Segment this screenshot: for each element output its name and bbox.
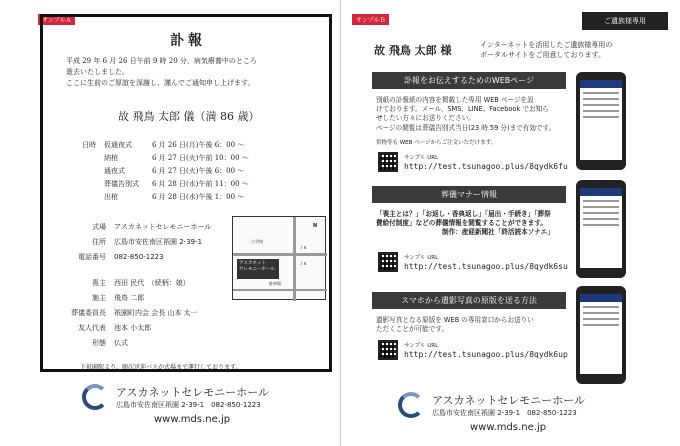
qr-code-icon xyxy=(378,340,398,360)
map-parking-label: 駐車場 xyxy=(269,281,281,286)
schedule-row: 葬儀告別式 6 月 28 日(水)午前 11：00 〜 xyxy=(104,180,249,188)
phone-preview-manners xyxy=(576,180,626,278)
staff-row: 施主 飛鳥 二郎 xyxy=(92,294,145,302)
url-label: サンプル URL xyxy=(404,343,439,349)
obituary-intro xyxy=(66,56,257,89)
staff-row: 喪主 西田 民代 （続柄：娘） xyxy=(92,279,190,287)
intro-line: 平成 29 年 6 月 26 日午前 9 時 20 分、病気療養中のところ xyxy=(66,57,257,65)
section-title-web: 訃報をお伝えするためのWEBページ xyxy=(372,72,566,89)
url-label: サンプル URL xyxy=(404,255,439,261)
staff-row: 形態 仏式 xyxy=(92,339,128,347)
schedule-row: 日時 仮通夜式 6 月 26 日(月)午後 6：00 〜 xyxy=(82,141,245,149)
staff-row: 葬儀委員長 祇園町内会 会長 山本 太一 xyxy=(71,309,198,317)
hall-logo-icon xyxy=(82,384,108,410)
page-divider xyxy=(340,0,341,446)
phone-preview-web xyxy=(576,72,626,170)
sample-url-link[interactable]: http://test.tsunagoo.plus/8qydk6su xyxy=(404,262,568,271)
schedule-row: 納棺 6 月 27 日(火)午前 10：00 〜 xyxy=(104,154,249,162)
map-road xyxy=(233,289,327,291)
map-signal-label: ＪＲ xyxy=(299,245,307,250)
qr-code-icon xyxy=(378,152,398,172)
portal-intro: インターネットを活用したご遺族様専用の ポータルサイトをご用意しております。 xyxy=(480,41,613,59)
deceased-name: 故 飛鳥 太郎 儀（満 86 歳） xyxy=(118,110,260,123)
map-signal-label: ＪＲ xyxy=(299,261,307,266)
sample-b-tag: サンプルＢ xyxy=(352,14,389,25)
section-body-web: 別紙の訃報紙の内容を掲載した専用 WEB ページを設 けております。メール、SMS、LINE、Facebook でお知ら せしたい方々にお送りください。 ページの閲覧は葬儀告別式当日(23 時 59 分)まで有効です。 xyxy=(376,96,556,132)
schedule-row: 出棺 6 月 28 日(水)午後 1：00 〜 xyxy=(104,193,245,201)
sample-a-tag: サンプルＡ xyxy=(38,14,75,25)
obituary-title: 訃報 xyxy=(170,33,206,49)
section-title-manners: 葬儀マナー情報 xyxy=(372,186,566,203)
hall-name: アスカネットセレモニーホール xyxy=(116,386,270,399)
section-title-photo: スマホから遺影写真の原版を送る方法 xyxy=(372,292,566,309)
venue-row: 電話番号 082-850-1223 xyxy=(78,253,164,261)
venue-row: 住所 広島市安佐南区祇園 2-39-1 xyxy=(92,238,203,246)
map-school-label: 小学校 xyxy=(251,239,263,244)
map-road xyxy=(233,253,327,256)
offering-note: 供物等も WEB ページからご注文いただけます。 xyxy=(376,140,497,146)
hall-address: 広島市安佐南区祇園 2-39-1 082-850-1223 xyxy=(432,409,577,417)
map-hall-marker: アスカネット セレモニーホール xyxy=(237,259,279,279)
hall-url[interactable]: www.mds.ne.jp xyxy=(154,414,231,425)
addressee: 故 飛鳥 太郎 様 xyxy=(374,44,452,57)
sample-url-link[interactable]: http://test.tsunagoo.plus/8qydk6up xyxy=(404,350,568,359)
family-only-badge: ご遺族様専用 xyxy=(582,12,668,30)
venue-map xyxy=(232,216,326,300)
qr-code-icon xyxy=(378,252,398,272)
url-label: サンプル URL xyxy=(404,155,439,161)
north-arrow-icon: N xyxy=(313,223,318,229)
hall-logo-icon xyxy=(398,392,424,418)
hall-url[interactable]: www.mds.ne.jp xyxy=(470,422,547,433)
staff-row: 友人代表 池本 小太郎 xyxy=(78,324,152,332)
sample-url-link[interactable]: http://test.tsunagoo.plus/8qydk6fu xyxy=(404,162,568,171)
hall-address: 広島市安佐南区祇園 2-39-1 082-850-1223 xyxy=(116,401,261,409)
phone-preview-photo xyxy=(576,286,626,384)
hall-name: アスカネットセレモニーホール xyxy=(432,394,586,407)
bus-note: 下祇園駅より、順次送迎バスが式場まで運行しております。 xyxy=(80,364,242,371)
section-body-photo: 遺影写真となる原版を WEB の専用窓口からお送りい ただくことが可能です。 xyxy=(376,316,534,334)
intro-line: ここに生前のご厚誼を深謝し、謹んでご通知申し上げます。 xyxy=(66,79,255,87)
intro-line: 逝去いたしました。 xyxy=(66,68,129,76)
schedule-row: 通夜式 6 月 27 日(火)午後 6：00 〜 xyxy=(104,167,245,175)
venue-row: 式場 アスカネットセレモニーホール xyxy=(92,223,212,231)
section-body-manners: 「喪主とは？」「お返し・香典返し」「届出・手続き」「葬祭 費給付制度」などの葬儀情報を閲覧することができます。 制作：産経新聞社「終活読本ソナエ」 xyxy=(376,210,554,237)
